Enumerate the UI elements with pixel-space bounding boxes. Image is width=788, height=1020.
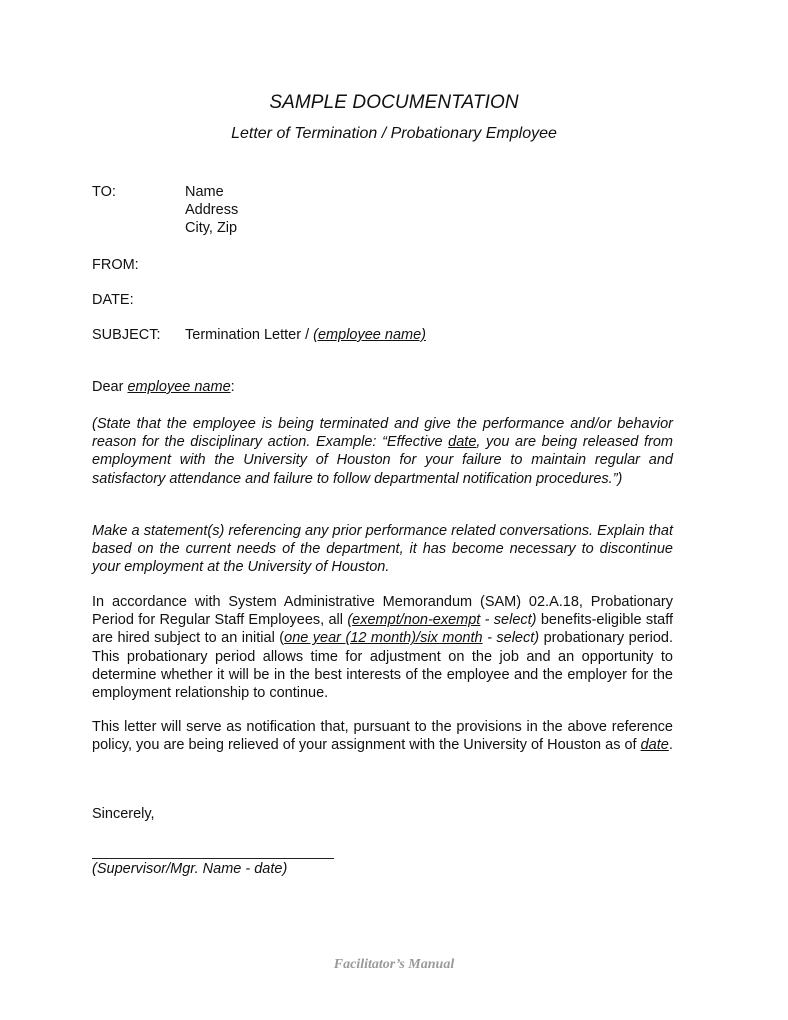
date-placeholder: date: [448, 434, 477, 451]
to-label: TO:: [92, 184, 116, 200]
closing: Sincerely,: [92, 806, 155, 822]
paragraph-instructions-reason: [92, 415, 673, 488]
signature-line: [92, 858, 334, 859]
signature-caption: (Supervisor/Mgr. Name - date): [92, 861, 288, 877]
paragraph-text: This letter will serve as notification that, pursuant to the provisions in the above reference policy, you are being relieved of your assignment with the University of Houston as of: [92, 719, 673, 754]
from-field: [92, 256, 185, 274]
paren: (: [347, 612, 353, 629]
greeting-prefix: Dear: [92, 379, 128, 395]
paragraph-policy: [92, 593, 673, 702]
period-option: [284, 630, 539, 646]
greeting-suffix: :: [230, 379, 235, 395]
select-text: - select): [482, 630, 540, 647]
exempt-option: [347, 612, 536, 628]
to-address-block: [185, 183, 238, 237]
to-city-zip: City, Zip: [185, 220, 238, 236]
select-text: - select): [480, 612, 537, 629]
to-field: [92, 183, 238, 237]
paragraph-text: benefits-eligible staff are hired subject to an initial (: [92, 612, 674, 647]
subject-prefix: Termination Letter /: [185, 327, 314, 343]
document-subtitle: Letter of Termination / Probationary Employee: [231, 125, 557, 142]
paragraph-text: probationary period. This probationary period allows time for adjustment on the job and an opportunity to determine whether it will be in the best interests of the employee and the employer for the employment relationship to continue.: [92, 630, 673, 702]
paragraph-notification: [92, 718, 673, 754]
date-field: [92, 291, 185, 309]
paragraph-text: .: [668, 737, 673, 754]
footer: Facilitator’s Manual: [333, 957, 455, 972]
document-title: SAMPLE DOCUMENTATION: [269, 92, 519, 113]
exempt-placeholder: exempt/non-exempt: [352, 612, 481, 629]
from-label: FROM:: [92, 257, 139, 273]
subject-label: SUBJECT:: [92, 327, 161, 343]
subject-placeholder: (employee name): [313, 327, 426, 343]
subject-field: [92, 326, 426, 344]
period-placeholder: one year (12 month)/six month: [284, 630, 483, 647]
date-label: DATE:: [92, 292, 134, 308]
paragraph-text: In accordance with System Administrative Memorandum (SAM) 02.A.18, Probationary Period for Regular Staff Employees, all: [92, 594, 673, 629]
paragraph-instructions-statement: Make a statement(s) referencing any prior performance related conversations. Explain that based on the current needs of the department, it has become necessary to discontinue your employment at the University of Houston.: [92, 523, 673, 576]
date-placeholder: date: [640, 737, 669, 754]
greeting-placeholder: employee name: [127, 379, 231, 395]
subject-value: [185, 326, 426, 344]
paragraph-text: , you are being released from employment with the University of Houston for your failure to maintain regular and satisfactory attendance and failure to follow departmental notification procedures.”): [92, 434, 674, 487]
to-address: Address: [185, 202, 239, 218]
to-name: Name: [185, 184, 224, 200]
greeting: [92, 378, 673, 396]
paragraph-text: (State that the employee is being terminated and give the performance and/or behavior reason for the disciplinary action. Example: “Effective: [92, 416, 673, 451]
